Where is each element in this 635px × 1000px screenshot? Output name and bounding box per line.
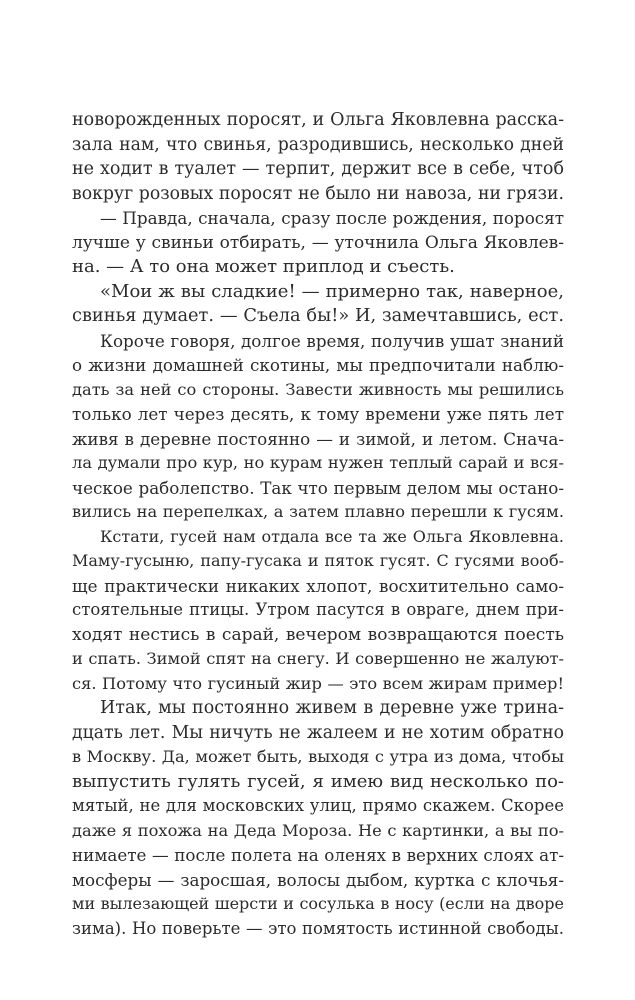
- text-line: лучше у свиньи отбирать, — уточнила Ольга Яковлев-: [72, 232, 564, 253]
- text-line: только лет через десять, к тому времени уже пять лет: [72, 404, 564, 424]
- text-line: свинья думает. — Съела бы!» И, замечтавшись, ест.: [72, 306, 564, 326]
- text-line: — Правда, сначала, сразу после рождения, поросят: [100, 208, 564, 228]
- text-line: новорожденных поросят, и Ольга Яковлевна расска-: [72, 110, 564, 130]
- text-line: ся. Потому что гусиный жир — это всем жирам пример!: [72, 673, 564, 693]
- text-line: ла думали про кур, но курам нужен теплый сарай и вся-: [72, 453, 564, 472]
- text-line: Маму-гусыню, папу-гусака и пяток гусят. С гусями вооб-: [72, 551, 564, 570]
- text-line: Итак, мы постоянно живем в деревне уже трина-: [100, 698, 564, 718]
- text-line: стоятельные птицы. Утром пасутся в овраге, днем при-: [72, 600, 564, 619]
- text-line: вились на перепелках, а затем плавно перешли к гусям.: [72, 502, 564, 521]
- text-line: мятый, не для московских улиц, прямо скажем. Скорее: [72, 796, 564, 815]
- text-line: мосферы — заросшая, волосы дыбом, куртка с клочья-: [72, 869, 564, 890]
- text-line: ми вылезающей шерсти и сосулька в носу (если на дворе: [72, 894, 564, 913]
- text-line: и спать. Зимой спят на снегу. И совершенно не жалуют-: [72, 649, 564, 668]
- text-line: ческое раболепство. Так что первым делом мы остано-: [72, 477, 564, 498]
- paragraph: [72, 206, 564, 280]
- text-line: «Мои ж вы сладкие! — примерно так, наверное,: [100, 280, 564, 302]
- text-line: ще практически никаких хлопот, восхитительно само-: [72, 575, 564, 596]
- text-line: Короче говоря, долгое время, получив ушат знаний: [100, 330, 564, 351]
- body-text: [72, 108, 564, 941]
- text-line: зала нам, что свинья, разродившись, несколько дней: [72, 134, 564, 155]
- text-line: вокруг розовых поросят не было ни навоза, ни грязи.: [72, 183, 564, 204]
- paragraph: [72, 329, 564, 525]
- text-line: дать за ней со стороны. Завести живность мы решились: [72, 379, 564, 399]
- paragraph: [72, 525, 564, 697]
- text-line: Кстати, гусей нам отдала все та же Ольга Яковлевна.: [100, 526, 564, 546]
- text-line: нимаете — после полета на оленях в верхних слоях ат-: [72, 845, 564, 865]
- text-line: на. — А то она может приплод и съесть.: [72, 256, 455, 277]
- text-line: в Москву. Да, может быть, выходя с утра из дома, чтобы: [72, 747, 564, 766]
- text-line: зима). Но поверьте — это помятость истинной свободы.: [72, 918, 564, 938]
- text-line: ходят нестись в сарай, вечером возвращаются поесть: [72, 624, 564, 645]
- text-line: не ходит в туалет — терпит, держит все в себе, чтоб: [72, 159, 564, 179]
- text-line: о жизни домашней скотины, мы предпочитали наблю-: [72, 355, 564, 375]
- text-line: даже я похожа на Деда Мороза. Не с картинки, а вы по-: [72, 820, 564, 840]
- paragraph: [72, 696, 564, 941]
- text-line: живя в деревне постоянно — и зимой, и летом. Снача-: [72, 428, 564, 449]
- paragraph: [72, 108, 564, 206]
- paragraph: [72, 280, 564, 329]
- text-line: дцать лет. Мы ничуть не жалеем и не хотим обратно: [72, 722, 564, 743]
- text-line: выпустить гулять гусей, я имею вид несколько по-: [72, 770, 564, 792]
